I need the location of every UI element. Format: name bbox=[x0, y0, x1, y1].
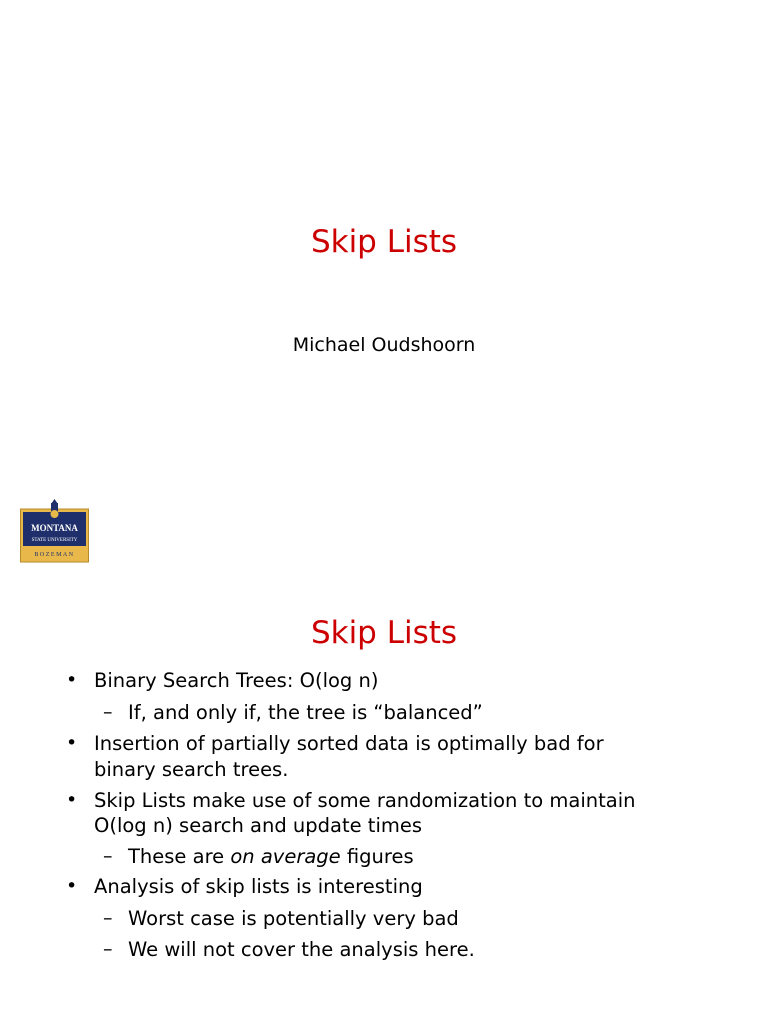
logo-line-3: BOZEMAN bbox=[34, 552, 75, 558]
author-name: Michael Oudshoorn bbox=[292, 334, 476, 356]
sub-bullet-text: If, and only if, the tree is “balanced” bbox=[128, 701, 483, 724]
bullet-text-continued: O(log n) search and update times bbox=[94, 814, 423, 837]
bullet-text: Analysis of skip lists is interesting bbox=[94, 875, 423, 898]
sub-bullet-marker: – bbox=[103, 907, 113, 929]
bullet-marker: • bbox=[66, 875, 78, 897]
sub-bullet-text-part: These are bbox=[128, 845, 231, 868]
sub-bullet-marker: – bbox=[103, 701, 113, 723]
bullet-marker: • bbox=[66, 669, 78, 691]
slide-title: Skip Lists bbox=[310, 615, 458, 651]
bullet-marker: • bbox=[66, 732, 78, 754]
slide-title: Skip Lists bbox=[310, 224, 458, 260]
sub-bullet-text-part: figures bbox=[340, 845, 414, 868]
bullet-text: Skip Lists make use of some randomization to maintain bbox=[94, 789, 636, 812]
logo-line-2: STATE UNIVERSITY bbox=[31, 538, 78, 543]
sub-bullet-text: We will not cover the analysis here. bbox=[128, 938, 475, 961]
logo-line-1: MONTANA bbox=[31, 523, 78, 533]
sub-bullet-marker: – bbox=[103, 845, 113, 867]
bullet-text-continued: binary search trees. bbox=[94, 758, 289, 781]
sub-bullet-marker: – bbox=[103, 938, 113, 960]
bullet-text: Binary Search Trees: O(log n) bbox=[94, 669, 379, 692]
sub-bullet-text bbox=[128, 844, 414, 870]
emphasis-text: on average bbox=[230, 845, 341, 868]
sub-bullet-text: Worst case is potentially very bad bbox=[128, 907, 459, 930]
bullet-text: Insertion of partially sorted data is optimally bad for bbox=[94, 732, 604, 755]
bullet-marker: • bbox=[66, 789, 78, 811]
